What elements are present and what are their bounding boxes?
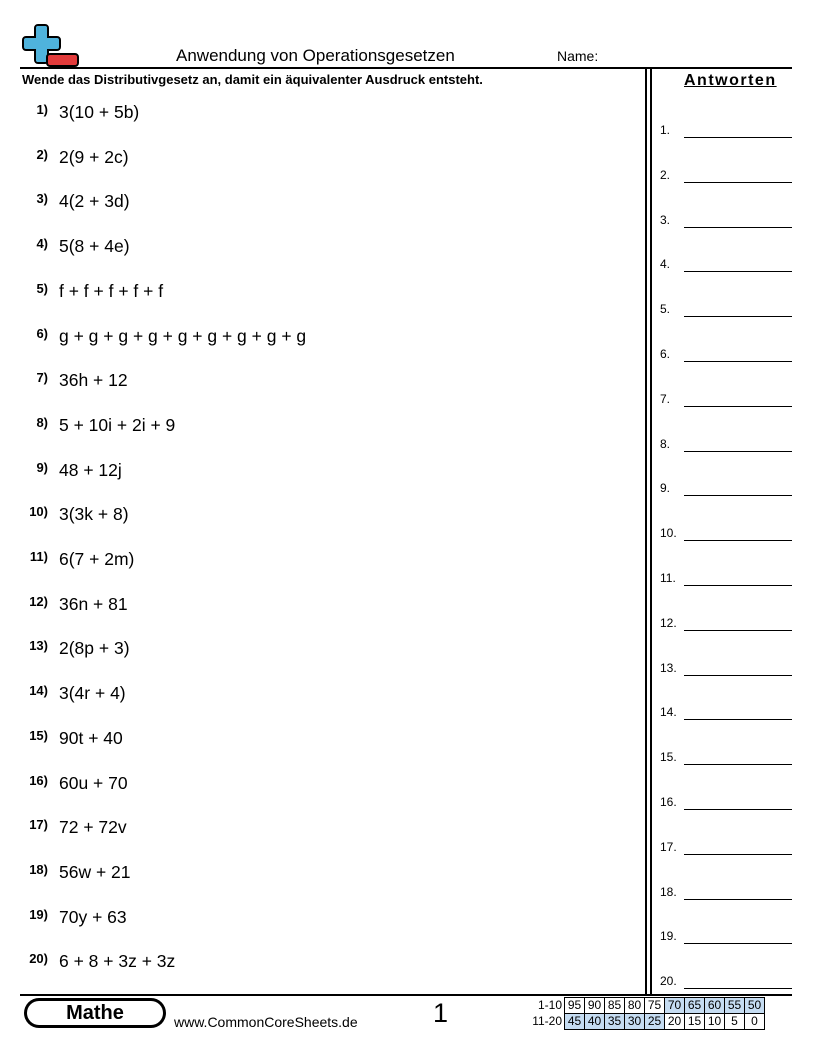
problem-number: 12) bbox=[29, 593, 48, 609]
problem-expression: 2(8p + 3) bbox=[59, 638, 130, 659]
subject-badge bbox=[24, 998, 166, 1028]
problem-expression: 56w + 21 bbox=[59, 861, 131, 882]
problem-number: 2) bbox=[36, 146, 48, 162]
answer-line[interactable] bbox=[684, 540, 792, 541]
problem-expression: 5 + 10i + 2i + 9 bbox=[59, 414, 176, 435]
problem-number: 19) bbox=[29, 906, 48, 922]
answer-line[interactable] bbox=[684, 809, 792, 810]
score-cell: 40 bbox=[585, 1014, 605, 1030]
problem-expression: 6 + 8 + 3z + 3z bbox=[59, 951, 176, 972]
score-cell: 65 bbox=[685, 998, 705, 1014]
answer-field[interactable] bbox=[660, 120, 792, 138]
answer-line[interactable] bbox=[684, 271, 792, 272]
score-range: 1-10 bbox=[537, 998, 562, 1012]
answer-number: 12. bbox=[660, 615, 677, 630]
answer-number: 19. bbox=[660, 929, 677, 944]
answer-field[interactable] bbox=[660, 747, 792, 765]
answer-line[interactable] bbox=[684, 630, 792, 631]
problem-number: 11) bbox=[29, 549, 48, 564]
score-cell: 50 bbox=[745, 998, 765, 1014]
score-cell: 75 bbox=[645, 998, 665, 1014]
answer-field[interactable] bbox=[660, 478, 792, 496]
problem-number: 1) bbox=[36, 102, 48, 117]
logo-icon bbox=[22, 24, 80, 68]
answer-field[interactable] bbox=[660, 926, 792, 944]
answer-field[interactable] bbox=[660, 299, 792, 317]
problem-expression: 3(3k + 8) bbox=[59, 504, 129, 525]
problem-number: 17) bbox=[29, 817, 48, 833]
problem-expression: 4(2 + 3d) bbox=[59, 191, 130, 212]
answer-number: 18. bbox=[660, 884, 677, 899]
answer-line[interactable] bbox=[684, 675, 792, 676]
score-cell: 80 bbox=[625, 998, 645, 1014]
problem-expression: g + g + g + g + g + g + g + g + g bbox=[59, 325, 307, 346]
website-link[interactable]: www.CommonCoreSheets.de bbox=[174, 1014, 358, 1030]
answer-field[interactable] bbox=[660, 254, 792, 272]
subject-label: Mathe bbox=[27, 1001, 163, 1025]
column-divider bbox=[650, 68, 652, 994]
answer-number: 8. bbox=[660, 436, 671, 451]
score-range: 11-20 bbox=[532, 1014, 562, 1028]
answer-field[interactable] bbox=[660, 344, 792, 362]
answer-field[interactable] bbox=[660, 613, 792, 631]
score-cell: 85 bbox=[605, 998, 625, 1014]
answer-line[interactable] bbox=[684, 227, 792, 228]
name-label: Name: bbox=[557, 48, 599, 64]
answer-field[interactable] bbox=[660, 389, 792, 407]
answer-number: 14. bbox=[660, 705, 677, 720]
answer-number: 6. bbox=[660, 347, 671, 361]
answer-field[interactable] bbox=[660, 165, 792, 183]
answer-field[interactable] bbox=[660, 523, 792, 541]
page-title: Anwendung von Operationsgesetzen bbox=[176, 46, 455, 65]
answer-line[interactable] bbox=[684, 451, 792, 452]
answer-number: 10. bbox=[660, 526, 677, 541]
problem-number: 14) bbox=[29, 683, 48, 699]
score-row bbox=[526, 1014, 765, 1030]
score-cell: 45 bbox=[565, 1014, 585, 1030]
problem-expression: 90t + 40 bbox=[59, 727, 123, 748]
answer-number: 4. bbox=[660, 257, 671, 272]
answer-number: 13. bbox=[660, 660, 677, 675]
problem-number: 6) bbox=[36, 325, 48, 341]
answer-number: 11. bbox=[660, 571, 676, 585]
answer-line[interactable] bbox=[684, 899, 792, 900]
header-divider bbox=[20, 67, 792, 69]
problem-expression: 3(10 + 5b) bbox=[59, 102, 140, 122]
answer-line[interactable] bbox=[684, 361, 792, 362]
problem-expression: 6(7 + 2m) bbox=[59, 549, 135, 569]
problem-number: 9) bbox=[36, 459, 48, 475]
answer-field[interactable] bbox=[660, 658, 792, 676]
page-number: 1 bbox=[433, 998, 449, 1028]
problem-expression: 3(4r + 4) bbox=[59, 683, 126, 704]
answer-field[interactable] bbox=[660, 837, 792, 855]
score-cell: 55 bbox=[725, 998, 745, 1014]
answer-line[interactable] bbox=[684, 988, 792, 989]
answer-number: 16. bbox=[660, 795, 677, 809]
score-cell: 30 bbox=[625, 1014, 645, 1030]
problem-number: 4) bbox=[36, 236, 48, 252]
answer-line[interactable] bbox=[684, 764, 792, 765]
answer-number: 17. bbox=[660, 839, 677, 854]
answer-field[interactable] bbox=[660, 882, 792, 900]
answer-field[interactable] bbox=[660, 702, 792, 720]
problem-expression: 2(9 + 2c) bbox=[59, 146, 129, 167]
answer-line[interactable] bbox=[684, 137, 792, 138]
problem-expression: 36n + 81 bbox=[59, 593, 128, 614]
problem-number: 15) bbox=[29, 727, 48, 743]
problem-number: 7) bbox=[36, 370, 48, 386]
answer-number: 9. bbox=[660, 481, 671, 496]
answer-number: 2. bbox=[660, 167, 671, 182]
answer-number: 7. bbox=[660, 391, 671, 406]
instructions: Wende das Distributivgesetz an, damit ein äquivalenter Ausdruck entsteht. bbox=[22, 72, 483, 87]
answer-field[interactable] bbox=[660, 210, 792, 228]
problem-number: 20) bbox=[29, 951, 48, 967]
problem-number: 16) bbox=[29, 772, 48, 788]
score-cell: 15 bbox=[685, 1014, 705, 1030]
score-cell: 90 bbox=[585, 998, 605, 1014]
problem-expression: 48 + 12j bbox=[59, 459, 122, 480]
score-row bbox=[526, 998, 765, 1014]
problem-expression: 72 + 72v bbox=[59, 817, 127, 838]
answer-line[interactable] bbox=[684, 719, 792, 720]
problem-number: 8) bbox=[36, 414, 48, 430]
score-table bbox=[526, 997, 765, 1030]
score-cell: 70 bbox=[665, 998, 685, 1014]
answer-number: 5. bbox=[660, 302, 671, 317]
answer-field[interactable] bbox=[660, 971, 792, 989]
score-cell: 25 bbox=[645, 1014, 665, 1030]
score-cell: 10 bbox=[705, 1014, 725, 1030]
problem-expression: f + f + f + f + f bbox=[59, 280, 164, 301]
problem-expression: 60u + 70 bbox=[59, 772, 128, 793]
answer-line[interactable] bbox=[684, 316, 792, 317]
column-divider bbox=[645, 68, 647, 994]
answer-line[interactable] bbox=[684, 854, 792, 855]
answer-number: 15. bbox=[660, 750, 677, 765]
score-cell: 35 bbox=[605, 1014, 625, 1030]
problem-number: 5) bbox=[36, 280, 48, 296]
answer-line[interactable] bbox=[684, 495, 792, 496]
score-cell: 60 bbox=[705, 998, 725, 1014]
problem-number: 10) bbox=[29, 504, 48, 520]
score-cell: 20 bbox=[665, 1014, 685, 1030]
problem-expression: 5(8 + 4e) bbox=[59, 236, 130, 257]
answers-title: Antworten bbox=[684, 72, 777, 89]
answer-line[interactable] bbox=[684, 943, 792, 944]
answer-line[interactable] bbox=[684, 182, 792, 183]
answer-number: 3. bbox=[660, 212, 671, 227]
answer-number: 1. bbox=[660, 123, 671, 137]
problem-number: 3) bbox=[36, 191, 48, 207]
answer-field[interactable] bbox=[660, 568, 792, 586]
answer-field[interactable] bbox=[660, 792, 792, 810]
problem-expression: 36h + 12 bbox=[59, 370, 128, 391]
problem-number: 18) bbox=[29, 861, 48, 877]
answer-number: 20. bbox=[660, 974, 677, 989]
problem-number: 13) bbox=[29, 638, 48, 654]
footer-divider bbox=[20, 994, 792, 996]
answer-field[interactable] bbox=[660, 434, 792, 452]
score-cell: 0 bbox=[745, 1014, 765, 1030]
score-cell: 5 bbox=[725, 1014, 745, 1030]
score-cell: 95 bbox=[565, 998, 585, 1014]
answer-line[interactable] bbox=[684, 585, 792, 586]
answer-line[interactable] bbox=[684, 406, 792, 407]
problem-expression: 70y + 63 bbox=[59, 906, 127, 927]
